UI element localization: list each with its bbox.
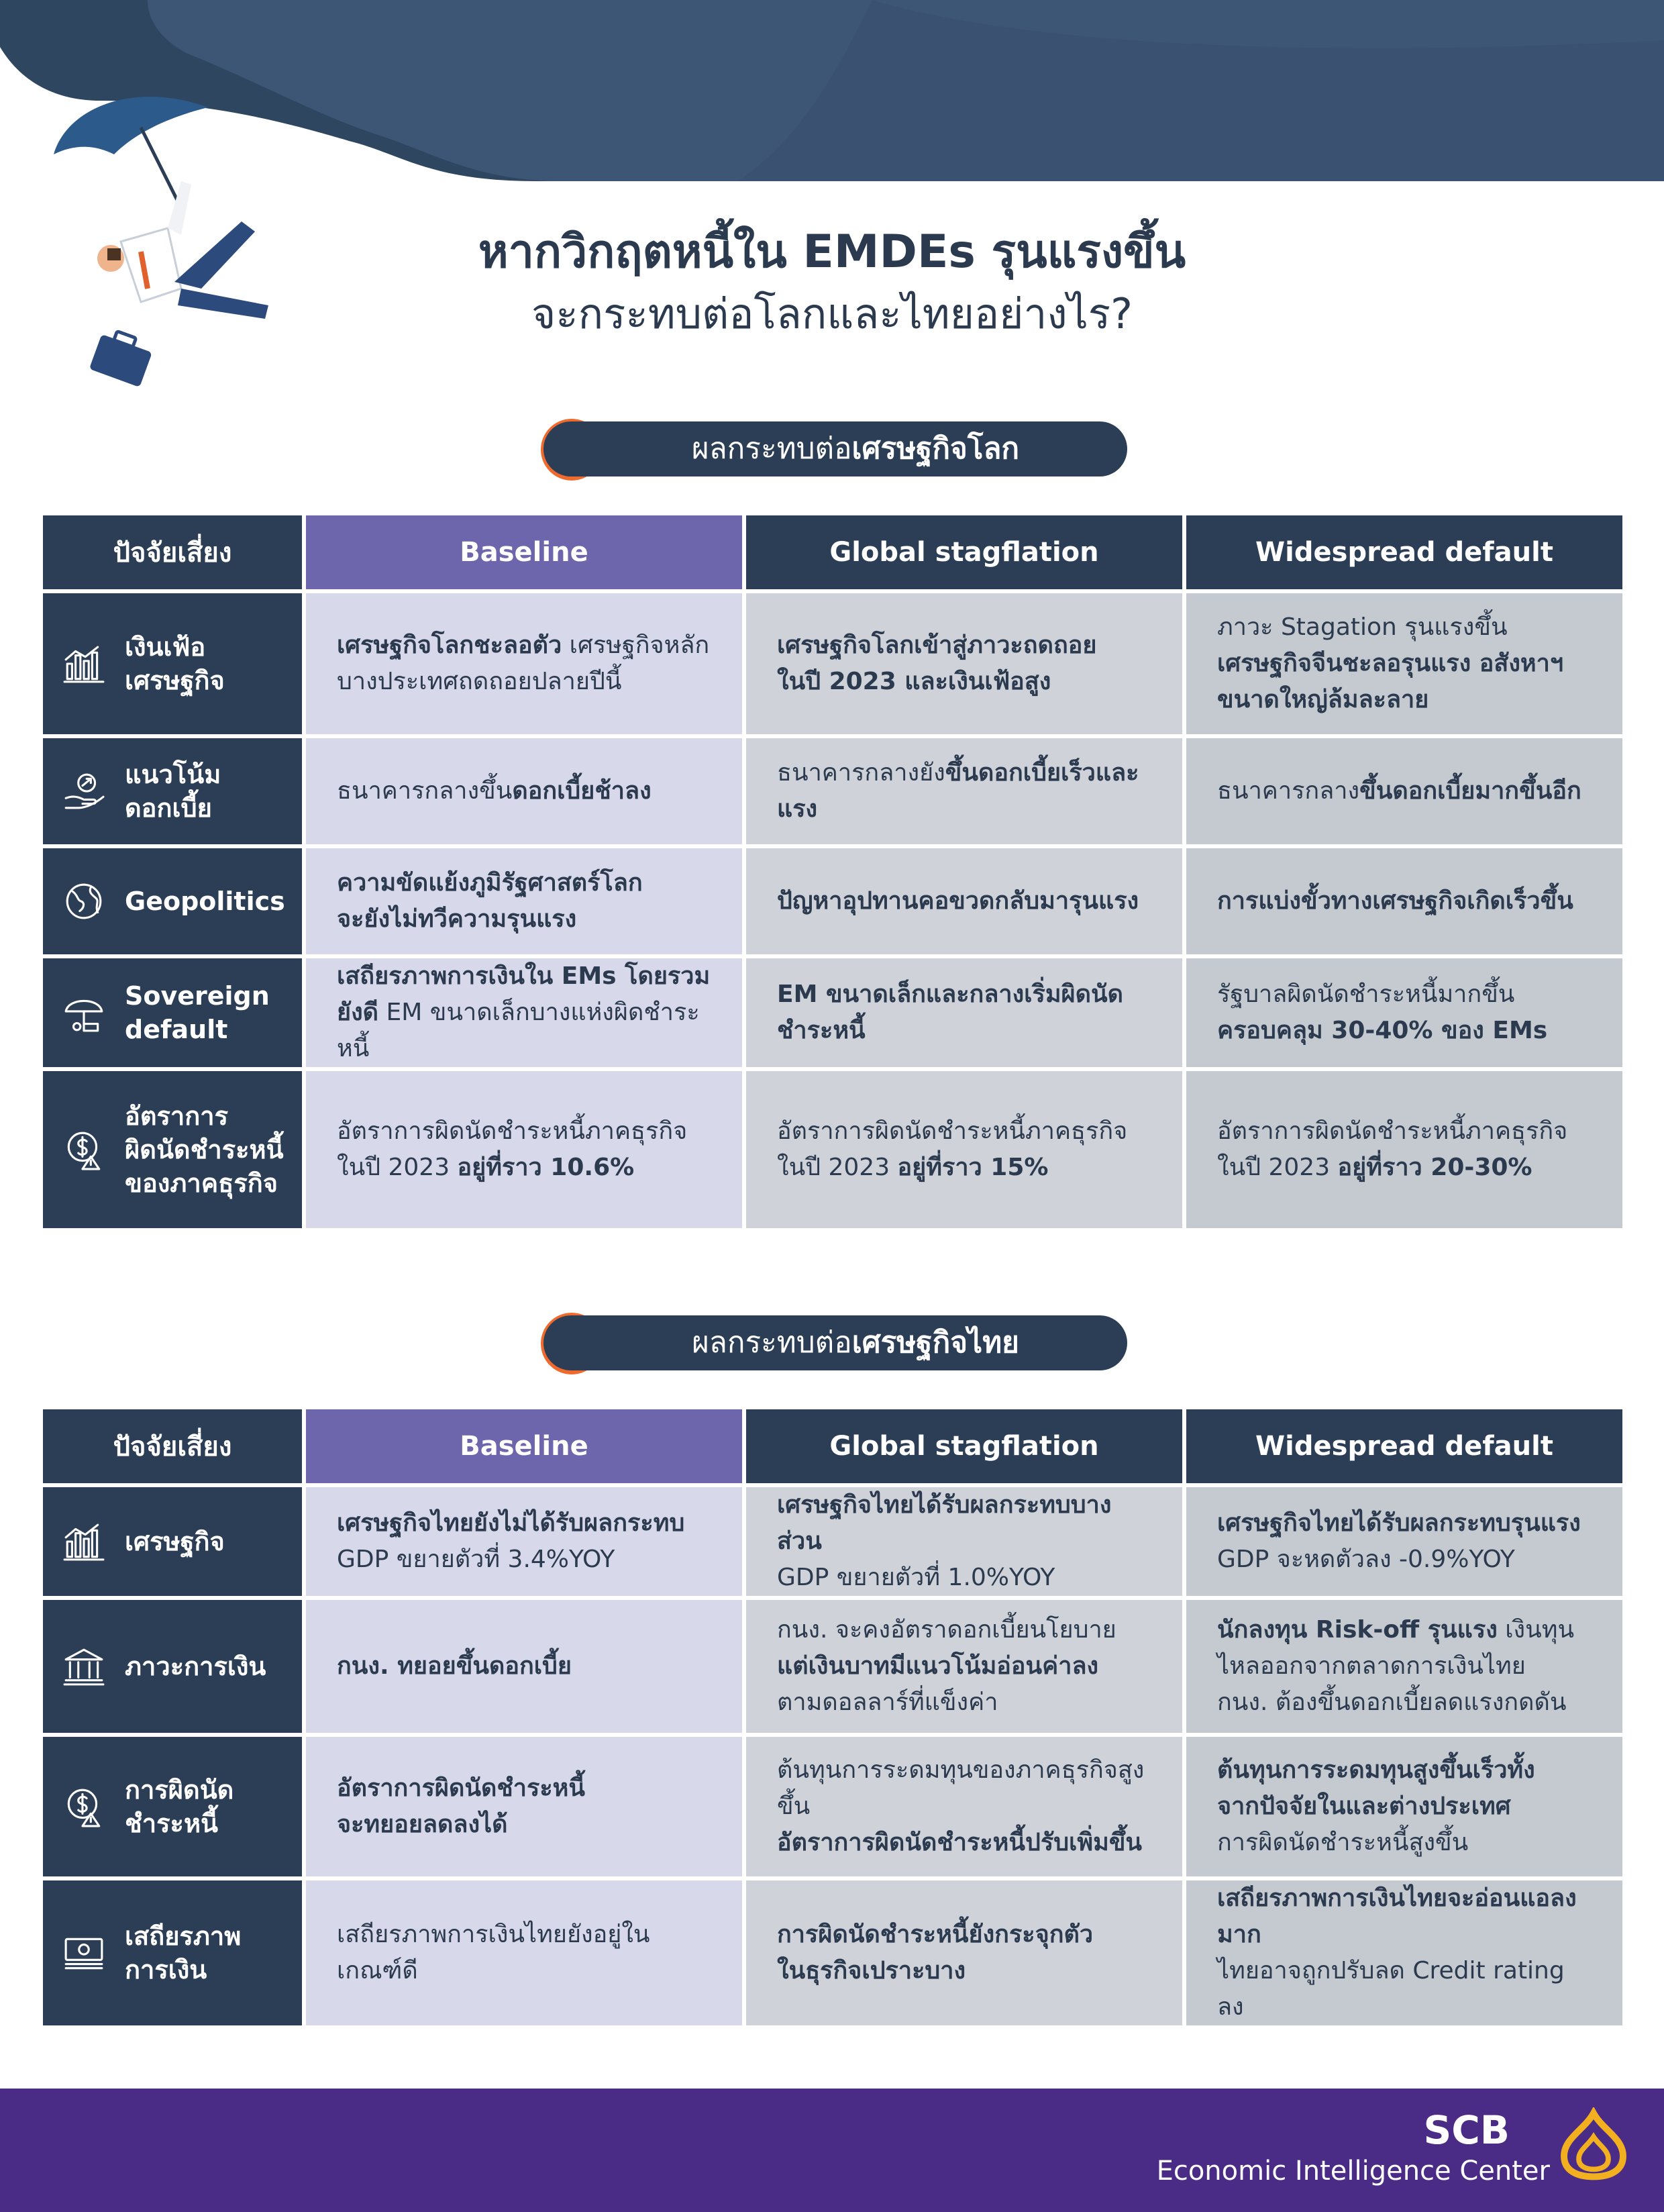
widespread-default-cell [1186,1737,1622,1876]
brand-unit: Economic Intelligence Center [1156,2156,1550,2186]
cell-text: อัตราการผิดนัดชำระหนี้ภาคธุรกิจ ในปี 2023 [777,1117,1128,1181]
widespread-default-cell [1186,1600,1622,1733]
header-global-stagflation: Global stagflation [746,1409,1182,1483]
risk-factor-cell [43,1487,302,1596]
bar-chart-icon [63,643,105,685]
widespread-default-cell [1186,738,1622,844]
table-row [43,958,1622,1067]
cell-text: การแบ่งขั้วทางเศรษฐกิจเกิดเร็วขึ้น [1217,887,1573,915]
cell-text: เงินทุน ไหลออกจากตลาดการเงินไทย กนง. ต้องขึ้นดอกเบี้ยลดแรงกดดัน [1217,1616,1575,1716]
global-stagflation-cell [746,593,1182,734]
table-header-row [43,515,1622,589]
risk-factor-label: อัตราการ ผิดนัดชำระหนี้ ของภาคธุรกิจ [125,1101,284,1198]
header-baseline: Baseline [306,1409,742,1483]
cell-text: แต่เงินบาทมีแนวโน้มอ่อนค่าลง [777,1652,1099,1680]
header-global-stagflation: Global stagflation [746,515,1182,589]
cell-text: นักลงทุน Risk-off รุนแรง [1217,1616,1498,1644]
brand-name: SCB [1423,2107,1510,2153]
cell-text: เศรษฐกิจไทยได้รับผลกระทบบางส่วน [777,1491,1112,1555]
cell-text: GDP ขยายตัวที่ 1.0%YOY [777,1564,1055,1591]
page-title [0,221,1664,345]
cell-text: เศรษฐกิจไทยยังไม่ได้รับผลกระทบ [337,1509,685,1537]
risk-factor-cell [43,738,302,844]
global-stagflation-cell [746,1880,1182,2025]
bar-chart-icon [63,1521,105,1562]
thai-impact-table [39,1405,1626,2029]
cell-text: อัตราการผิดนัดชำระหนี้ภาคธุรกิจ ในปี 2023 [337,1117,688,1181]
baseline-cell [306,1487,742,1596]
cell-text: ไทยอาจถูกปรับลด Credit rating ลง [1217,1957,1565,2021]
cell-text: เศรษฐกิจหลัก บางประเทศถดถอยปลายปีนี้ [337,632,710,695]
widespread-default-cell [1186,593,1622,734]
widespread-default-cell [1186,1487,1622,1596]
cell-text: เสถียรภาพการเงินไทยยังอยู่ในเกณฑ์ดี [337,1921,650,1984]
header-risk-factor: ปัจจัยเสี่ยง [43,515,302,589]
risk-factor-label: เงินเฟ้อ เศรษฐกิจ [125,632,225,695]
cell-text: ธนาคารกลางยัง [777,759,945,787]
global-impact-table [39,511,1626,1232]
global-stagflation-cell [746,1737,1182,1876]
cell-text: ขึ้นดอกเบี้ยเร็วและแรง [777,759,1139,823]
risk-factor-cell [43,848,302,954]
risk-factor-label: เสถียรภาพ การเงิน [125,1921,242,1984]
table-row [43,1487,1622,1596]
baseline-cell [306,738,742,844]
baseline-cell [306,958,742,1067]
table-row [43,1071,1622,1228]
cell-text: เศรษฐกิจจีนชะลอรุนแรง อสังหาฯ ขนาดใหญ่ล้มละลาย [1217,650,1564,713]
global-stagflation-cell [746,738,1182,844]
cell-text: ภาวะ Stagation รุนแรงขึ้น [1217,613,1508,641]
header-widespread-default: Widespread default [1186,515,1622,589]
global-stagflation-cell [746,1071,1182,1228]
cell-text: ต้นทุนการระดมทุนสูงขึ้นเร็วทั้ง จากปัจจัยในและต่างประเทศ [1217,1756,1535,1820]
cell-text: กนง. จะคงอัตราดอกเบี้ยนโยบาย [777,1616,1116,1644]
cell-text: เศรษฐกิจโลกเข้าสู่ภาวะถดถอย ในปี 2023 และเงินเฟ้อสูง [777,632,1097,695]
risk-factor-cell [43,593,302,734]
widespread-default-cell [1186,1071,1622,1228]
baseline-cell [306,848,742,954]
cell-text: เสถียรภาพการเงินใน EMs โดยรวม ยังดี [337,962,711,1026]
cell-text: ต้นทุนการระดมทุนของภาคธุรกิจสูงขึ้น [777,1756,1145,1820]
dollar-warning-icon [63,1129,105,1170]
cell-text: อัตราการผิดนัดชำระหนี้ภาคธุรกิจ ในปี 2023 [1217,1117,1568,1181]
global-stagflation-cell [746,848,1182,954]
cell-text: อยู่ที่ราว 20-30% [1337,1154,1532,1181]
cell-text: ธนาคารกลาง [1217,777,1360,805]
header-widespread-default: Widespread default [1186,1409,1622,1483]
table-row [43,1737,1622,1876]
title-line-1: หากวิกฤตหนี้ใน EMDEs รุนแรงขึ้น [478,225,1186,279]
risk-factor-label: เศรษฐกิจ [125,1527,225,1556]
section-heading-global [543,421,1127,476]
footer-bar [0,2089,1664,2212]
risk-factor-label: ภาวะการเงิน [125,1652,266,1681]
widespread-default-cell [1186,958,1622,1067]
table-row [43,593,1622,734]
widespread-default-cell [1186,848,1622,954]
cell-text: EM ขนาดเล็กบางแห่งผิดชำระหนี้ [337,999,700,1062]
risk-factor-cell [43,958,302,1067]
cell-text: ตามดอลลาร์ที่แข็งค่า [777,1689,998,1716]
baseline-cell [306,1071,742,1228]
section-heading-prefix: ผลกระทบต่อ [691,432,852,466]
cell-text: รัฐบาลผิดนัดชำระหนี้มากขึ้น [1217,981,1515,1008]
table-row [43,848,1622,954]
cell-text: อยู่ที่ราว 15% [897,1154,1049,1181]
risk-factor-cell [43,1600,302,1733]
cell-text: การผิดนัดชำระหนี้ยังกระจุกตัว ในธุรกิจเปราะบาง [777,1921,1094,1984]
cell-text: การผิดนัดชำระหนี้สูงขึ้น [1217,1829,1469,1856]
cell-text: GDP จะหดตัวลง -0.9%YOY [1217,1546,1515,1573]
scb-logo-icon [1557,2107,1630,2181]
cell-text: เสถียรภาพการเงินไทยจะอ่อนแอลงมาก [1217,1884,1577,1948]
risk-factor-cell [43,1071,302,1228]
risk-factor-label: Sovereign default [125,981,270,1044]
cell-text: เศรษฐกิจโลกชะลอตัว [337,632,562,659]
cell-text: เศรษฐกิจไทยได้รับผลกระทบรุนแรง [1217,1509,1581,1537]
baseline-cell [306,1600,742,1733]
cell-text: EM ขนาดเล็กและกลางเริ่มผิดนัด ชำระหนี้ [777,981,1124,1044]
banknote-icon [63,1932,105,1974]
baseline-cell [306,1880,742,2025]
cell-text: อัตราการผิดนัดชำระหนี้ จะทยอยลดลงได้ [337,1774,586,1838]
risk-factor-label: การผิดนัด ชำระหนี้ [125,1775,234,1838]
baseline-cell [306,1737,742,1876]
global-stagflation-cell [746,1600,1182,1733]
risk-factor-label: Geopolitics [125,887,285,916]
cell-text: ครอบคลุม 30-40% ของ EMs [1217,1017,1548,1044]
global-stagflation-cell [746,1487,1182,1596]
globe-icon [63,881,105,922]
cell-text: กนง. ทยอยขึ้นดอกเบี้ย [337,1652,572,1680]
umbrella-icon [63,992,105,1034]
cell-text: ดอกเบี้ยช้าลง [512,777,652,805]
cell-text: อัตราการผิดนัดชำระหนี้ปรับเพิ่มขึ้น [777,1829,1143,1856]
global-stagflation-cell [746,958,1182,1067]
risk-factor-label: แนวโน้ม ดอกเบี้ย [125,760,221,823]
table-row [43,1880,1622,2025]
dollar-warning-icon [63,1786,105,1827]
section-heading-prefix: ผลกระทบต่อ [692,1325,852,1360]
cell-text: ขึ้นดอกเบี้ยมากขึ้นอีก [1359,777,1581,805]
table-row [43,1600,1622,1733]
widespread-default-cell [1186,1880,1622,2025]
cell-text: อยู่ที่ราว 10.6% [457,1154,635,1181]
cell-text: ปัญหาอุปทานคอขวดกลับมารุนแรง [777,887,1139,915]
cell-text: ธนาคารกลางขึ้น [337,777,513,805]
baseline-cell [306,593,742,734]
section-heading-bold: เศรษฐกิจโลก [851,432,1020,466]
table-header-row [43,1409,1622,1483]
section-heading-thai [543,1315,1127,1370]
header-risk-factor: ปัจจัยเสี่ยง [43,1409,302,1483]
bank-icon [63,1646,105,1687]
table-row [43,738,1622,844]
hand-coin-icon [63,770,105,812]
risk-factor-cell [43,1880,302,2025]
risk-factor-cell [43,1737,302,1876]
header-baseline: Baseline [306,515,742,589]
section-heading-bold: เศรษฐกิจไทย [851,1325,1019,1360]
cell-text: ความขัดแย้งภูมิรัฐศาสตร์โลก จะยังไม่ทวีความรุนแรง [337,869,643,933]
title-line-2: จะกระทบต่อโลกและไทยอย่างไร? [531,289,1133,338]
cell-text: GDP ขยายตัวที่ 3.4%YOY [337,1546,615,1573]
